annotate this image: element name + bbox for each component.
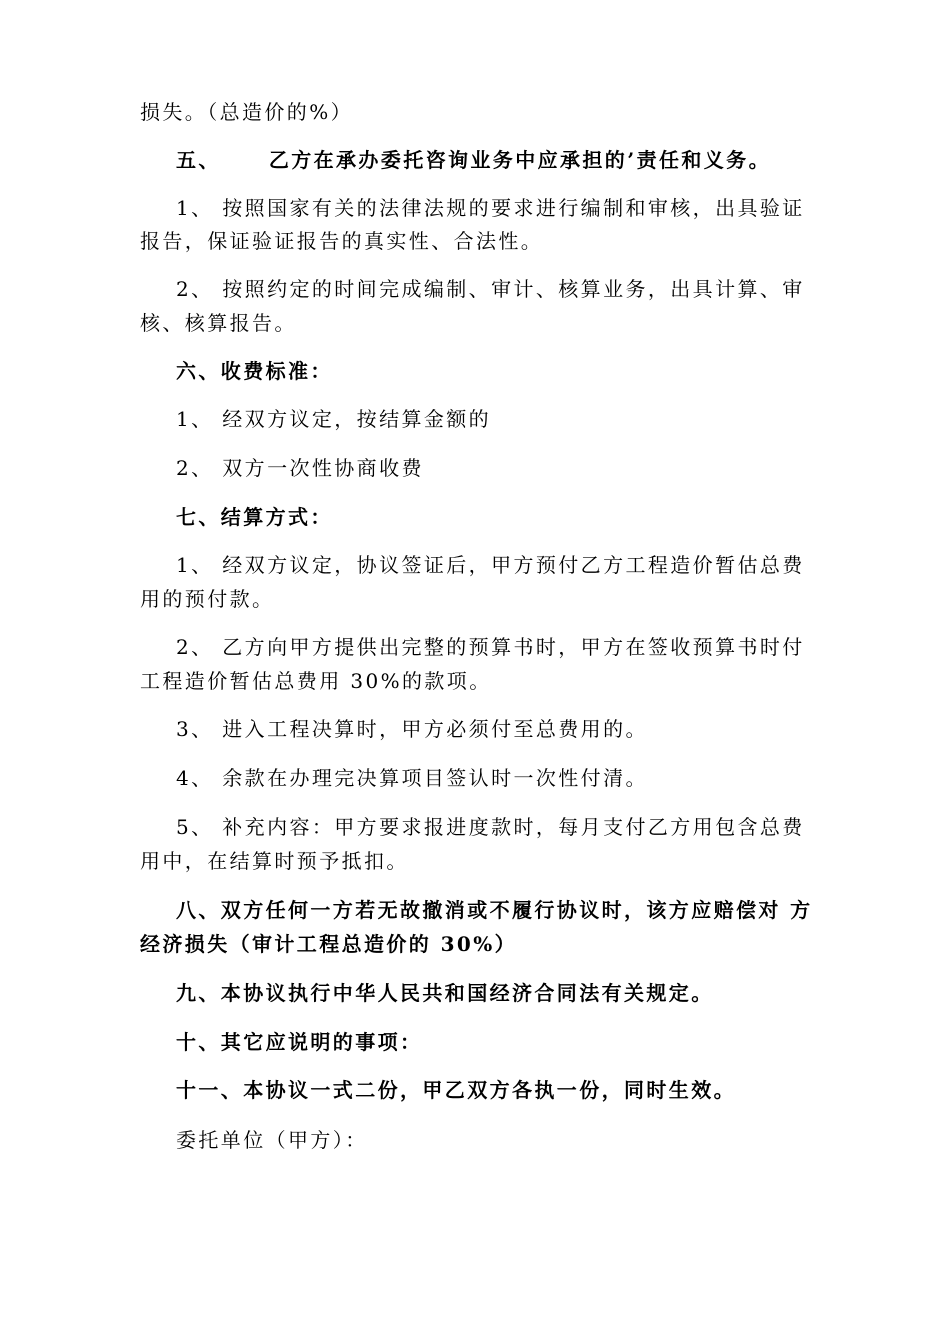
section-5-number: 五、 [176,148,221,172]
section-7-item-5-line-1: 5、 补充内容：甲方要求报进度款时，每月支付乙方用包含总费 [176,815,805,839]
section-5-title: 乙方在承办委托咨询业务中应承担的’责任和义务。 [268,148,771,172]
section-7-item-4: 4、 余款在办理完决算项目签认时一次性付清。 [176,766,648,790]
section-10-heading: 十、其它应说明的事项： [176,1030,423,1054]
section-5-item-1-line-1: 1、 按照国家有关的法律法规的要求进行编制和审核，出具验证 [176,196,805,220]
section-9-heading: 九、本协议执行中华人民共和国经济合同法有关规定。 [176,981,714,1005]
section-5-item-2-line-1: 2、 按照约定的时间完成编制、审计、核算业务，出具计算、审 [176,277,805,301]
section-7-item-2-line-2: 工程造价暂估总费用 30%的款项。 [140,669,492,693]
section-6-item-2: 2、 双方一次性协商收费 [176,456,424,480]
section-7-item-5-line-2: 用中，在结算时预予抵扣。 [140,849,409,873]
section-6-heading: 六、收费标准： [176,359,333,383]
section-8-line-2: 经济损失（审计工程总造价的 30%） [140,932,517,956]
section-7-item-3: 3、 进入工程决算时，甲方必须付至总费用的。 [176,717,648,741]
section-5-item-2-line-2: 核、核算报告。 [140,311,297,335]
section-11-heading: 十一、本协议一式二份，甲乙双方各执一份，同时生效。 [176,1078,736,1102]
client-party-label: 委托单位（甲方）： [176,1128,368,1152]
section-7-item-2-line-1: 2、 乙方向甲方提供出完整的预算书时，甲方在签收预算书时付 [176,635,805,659]
section-7-heading: 七、结算方式： [176,505,333,529]
section-8-line-1: 八、双方任何一方若无故撤消或不履行协议时，该方应赔偿对 方 [176,898,813,922]
section-7-item-1-line-2: 用的预付款。 [140,587,275,611]
section-6-item-1: 1、 经双方议定，按结算金额的 [176,407,492,431]
section-7-item-1-line-1: 1、 经双方议定，协议签证后，甲方预付乙方工程造价暂估总费 [176,553,805,577]
section-5-heading [176,148,771,172]
text-line-loss-note: 损失。（总造价的%） [140,100,354,124]
section-5-item-1-line-2: 报告，保证验证报告的真实性、合法性。 [140,229,544,253]
